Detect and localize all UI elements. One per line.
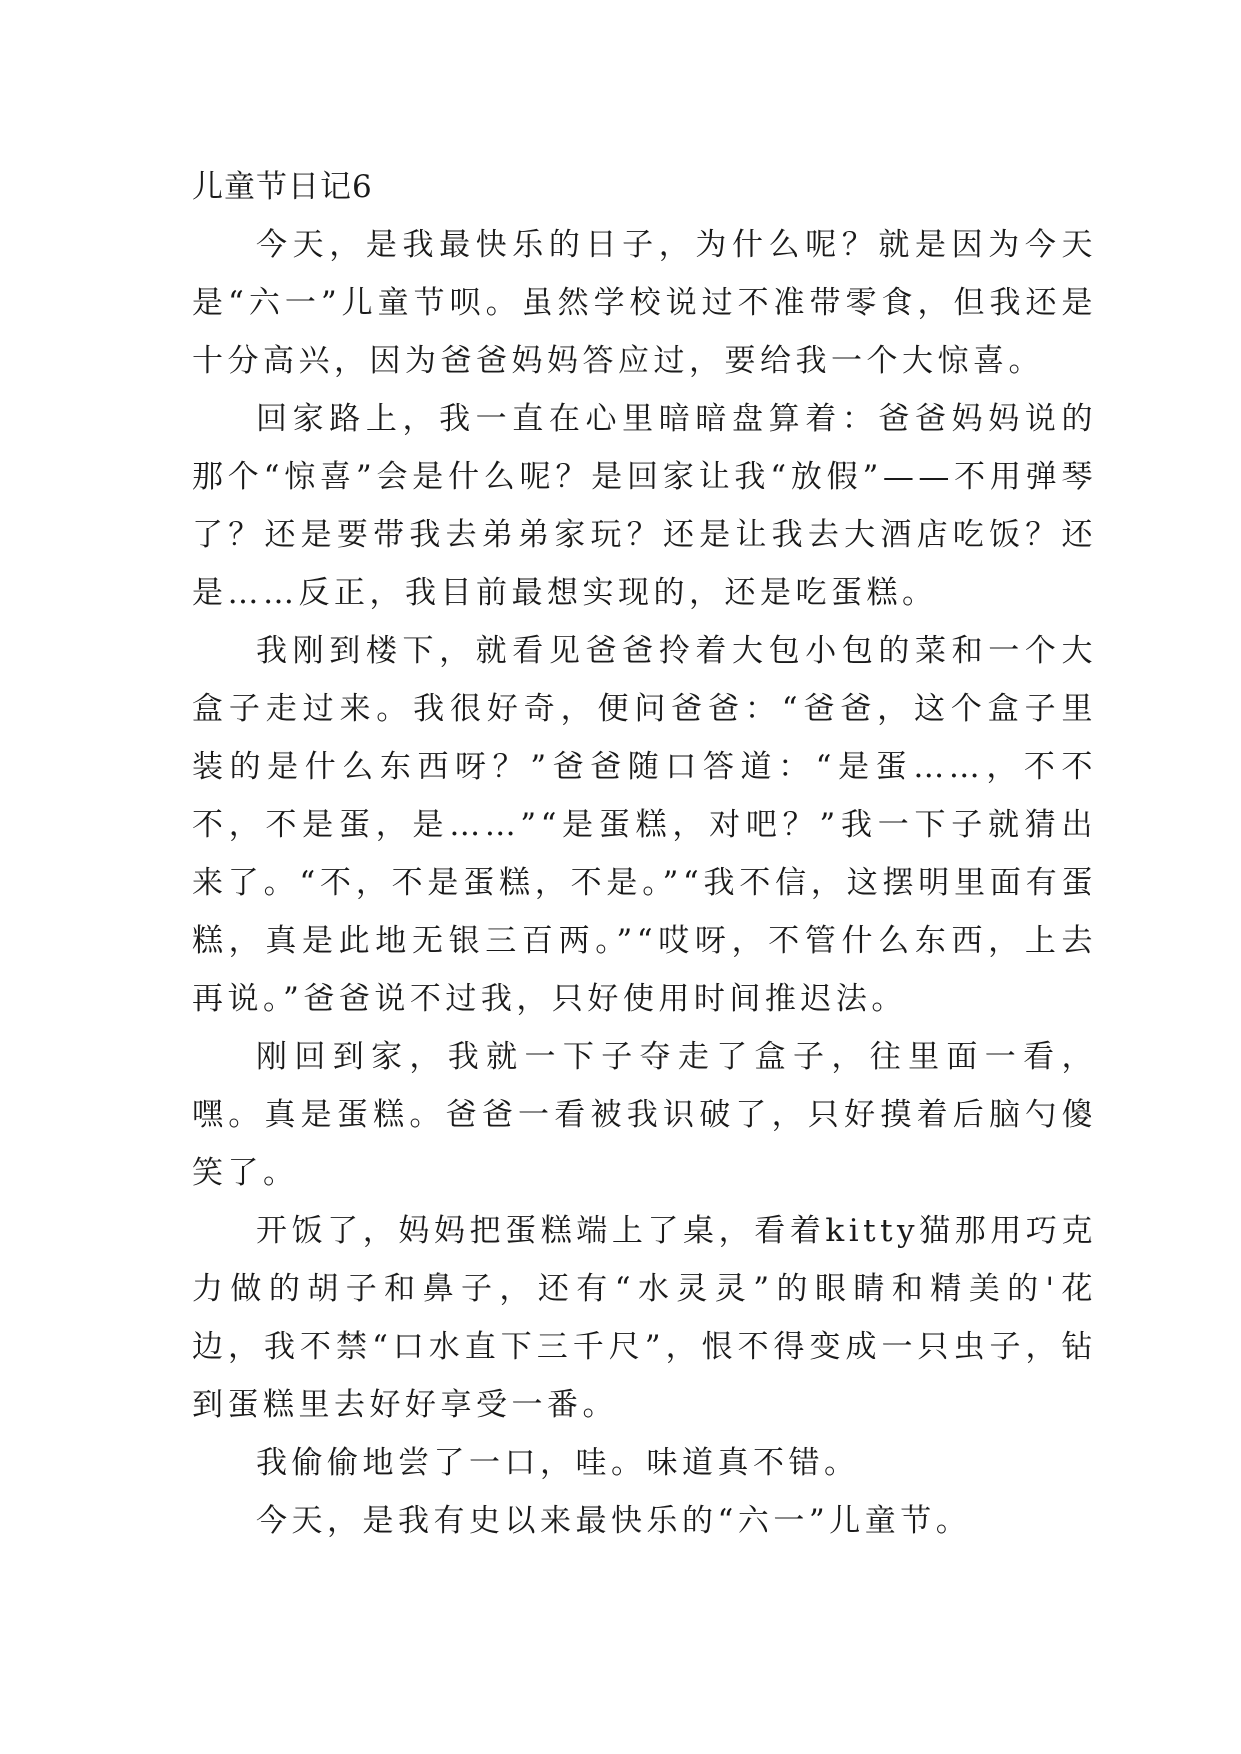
paragraph-6: 我偷偷地尝了一口，哇。味道真不错。 [256,1445,860,1481]
paragraph-3: 我刚到楼下，就看见爸爸拎着大包小包的菜和一个大盒子走过来。我很好奇，便问爸爸：“爸爸，这个盒子里装的是什么东西呀？”爸爸随口答道：“是蛋……，不不不，不是蛋，是……”“是蛋糕，对吧？”我一下子就猜出来了。“不，不是蛋糕，不是。”“我不信，这摆明里面有蛋糕，真是此地无银三百两。”“哎呀，不管什么东西，上去再说。”爸爸说不过我，只好使用时间推迟法。 [192,633,1097,1017]
paragraph-2: 回家路上，我一直在心里暗暗盘算着：爸爸妈妈说的那个“惊喜”会是什么呢？是回家让我“放假”——不用弹琴了？还是要带我去弟弟家玩？还是让我去大酒店吃饭？还是……反正，我目前最想实现的，还是吃蛋糕。 [192,401,1097,611]
paragraph-1: 今天，是我最快乐的日子，为什么呢？就是因为今天是“六一”儿童节呗。虽然学校说过不准带零食，但我还是十分高兴，因为爸爸妈妈答应过，要给我一个大惊喜。 [192,227,1097,379]
document-title: 儿童节日记6 [192,169,373,205]
paragraph-5: 开饭了，妈妈把蛋糕端上了桌，看着kitty猫那用巧克力做的胡子和鼻子，还有“水灵灵”的眼睛和精美的'花边，我不禁“口水直下三千尺”，恨不得变成一只虫子，钻到蛋糕里去好好享受一番。 [192,1213,1097,1423]
paragraph-4: 刚回到家，我就一下子夺走了盒子，往里面一看，嘿。真是蛋糕。爸爸一看被我识破了，只好摸着后脑勺傻笑了。 [192,1039,1097,1191]
paragraph-7: 今天，是我有史以来最快乐的“六一”儿童节。 [256,1503,972,1539]
document-body [192,216,1097,1550]
